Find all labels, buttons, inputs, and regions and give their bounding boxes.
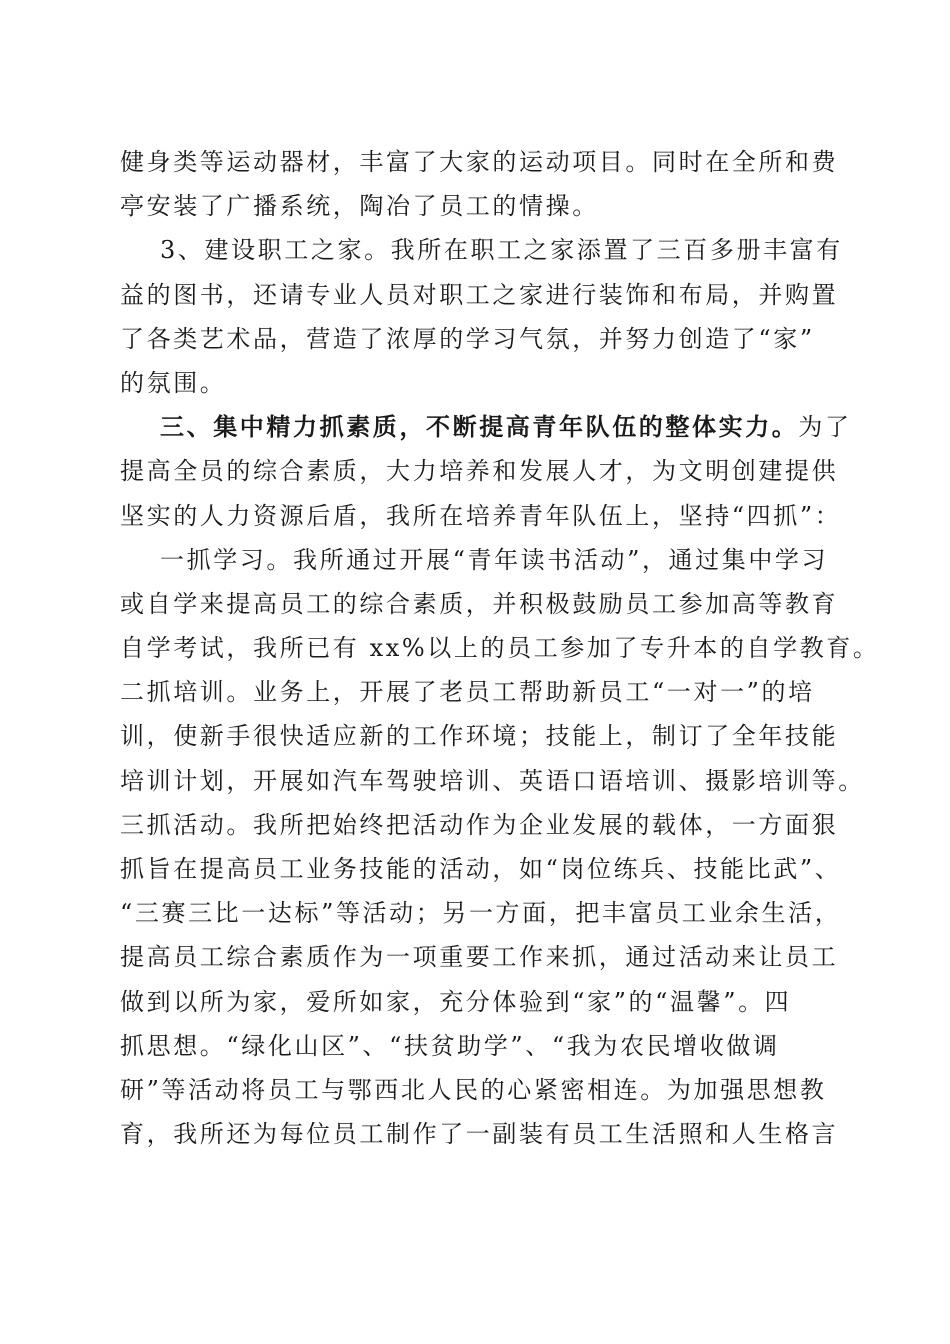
text-line: 了各类艺术品，营造了浓厚的学习气氛，并努力创造了“家” (120, 324, 815, 353)
text-line: 培训计划，开展如汽车驾驶培训、英语口语培训、摄影培训等。 (120, 766, 865, 795)
section-heading: 三、集中精力抓素质，不断提高青年队伍的整体实力。 (160, 412, 799, 442)
text-line: 的氛围。 (120, 368, 227, 397)
text-line: 二抓培训。业务上，开展了老员工帮助新员工“一对一”的培 (120, 678, 815, 707)
text-line: 做到以所为家，爱所如家，充分体验到“家”的“温馨”。四 (120, 987, 792, 1016)
text-line: 一抓学习。我所通过开展“青年读书活动”，通过集中学习 (160, 545, 829, 574)
text-line: 亭安装了广播系统，陶冶了员工的情操。 (120, 192, 599, 221)
text-line: 提高员工综合素质作为一项重要工作来抓，通过活动来让员工 (120, 943, 839, 972)
text-line: “三赛三比一达标”等活动；另一方面，把丰富员工业余生活， (120, 899, 842, 928)
text-line: 育，我所还为每位员工制作了一副装有员工生活照和人生格言 (120, 1120, 839, 1149)
text-line: 坚实的人力资源后盾，我所在培养青年队伍上，坚持“四抓”： (120, 501, 842, 530)
text-line: 益的图书，还请专业人员对职工之家进行装饰和布局，并购置 (120, 280, 839, 309)
text-line: 3、建设职工之家。我所在职工之家添置了三百多册丰富有 (160, 236, 843, 265)
text-line: 提高全员的综合素质，大力培养和发展人才，为文明创建提供 (120, 457, 839, 486)
text-line: 抓思想。“绿化山区”、“扶贫助学”、“我为农民增收做调 (120, 1031, 780, 1060)
text-line: 三抓活动。我所把始终把活动作为企业发展的载体，一方面狠 (120, 810, 839, 839)
section-heading-continuation: 为了 (798, 413, 852, 442)
section-heading-line (120, 405, 852, 449)
text-line: 或自学来提高员工的综合素质，并积极鼓励员工参加高等教育 (120, 589, 839, 618)
text-line: 抓旨在提高员工业务技能的活动，如“岗位练兵、技能比武”、 (120, 855, 842, 883)
document-body (120, 140, 880, 1156)
text-line: 自学考试，我所已有 xx%以上的员工参加了专升本的自学教育。 (120, 634, 880, 663)
text-line: 研”等活动将员工与鄂西北人民的心紧密相连。为加强思想教 (120, 1075, 827, 1104)
text-line: 训，使新手很快适应新的工作环境；技能上，制订了全年技能 (120, 722, 839, 751)
text-line: 健身类等运动器材，丰富了大家的运动项目。同时在全所和费 (120, 148, 839, 176)
